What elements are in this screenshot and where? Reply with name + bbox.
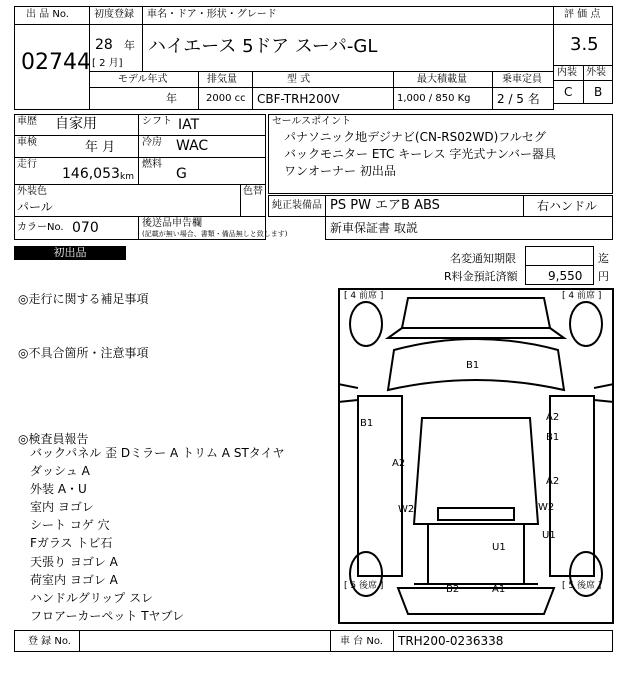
reg-label: 初度登録 [94, 9, 134, 20]
capacity: 2 / 5 名 [497, 92, 540, 106]
front-left-wheel [350, 302, 382, 346]
inspector-heading: ◎検査員報告 [18, 432, 89, 446]
divider [138, 114, 139, 184]
front-outline [402, 298, 550, 328]
car-name: ハイエース 5ドア スーパ-GL [148, 36, 378, 57]
model-code: CBF-TRH200V [257, 92, 340, 106]
divider [138, 216, 139, 240]
reg-year-unit: 年 [124, 39, 135, 52]
score-value: 3.5 [570, 34, 599, 55]
interior-grade: C [564, 85, 573, 99]
color-no-value: 070 [72, 220, 99, 236]
damage-mark: W2 [398, 504, 415, 515]
history-value: 自家用 [55, 116, 97, 132]
reg-no-cell [79, 630, 331, 652]
model-header: 車名・ドア・形状・グレード [147, 9, 277, 20]
damage-mark: U1 [542, 530, 556, 541]
side-mirror-left [338, 384, 358, 402]
damage-mark: U1 [492, 542, 506, 553]
sales-point-line: ワンオーナー 初出品 [284, 164, 396, 178]
equipment-value: PS PW エアB ABS [330, 198, 440, 213]
report-line: 天張り ヨゴレ A [30, 555, 118, 569]
corner-label-bl: [ 5 後席 ] [344, 581, 384, 591]
recycle-label: R料金預託済額 [444, 270, 518, 283]
handle-value: 右ハンドル [537, 199, 598, 213]
first-listing-badge: 初出品 [14, 246, 126, 260]
report-line: Fガラス トビ石 [30, 536, 113, 550]
damage-mark: B1 [360, 418, 374, 429]
model-year-unit: 年 [166, 92, 177, 105]
docs-label: 後送品申告欄 [142, 218, 202, 229]
lot-label: 出 品 No. [26, 9, 69, 20]
deadline-field [525, 246, 594, 266]
type-label: 型 式 [287, 74, 311, 85]
exterior-color-label: 外装色 [17, 186, 47, 197]
color-change-label: 色替 [243, 186, 263, 197]
model-year-label: モデル年式 [118, 74, 168, 85]
seat-row [438, 508, 514, 520]
report-line: 室内 ヨゴレ [30, 500, 94, 514]
divider [240, 184, 241, 216]
reg-year: 28 [95, 37, 113, 53]
sales-point-line: パナソニック地デジナビ(CN-RS02WD)フルセグ [284, 130, 546, 144]
exterior-color-value: パール [17, 200, 53, 214]
damage-mark: B1 [466, 360, 480, 371]
deadline-unit: 迄 [598, 252, 609, 265]
reg-month: [ 2 月] [92, 58, 123, 69]
cargo-area [428, 524, 524, 584]
max-load-label: 最大積載量 [417, 74, 467, 85]
shift-label: シフト [142, 116, 172, 127]
shift-value: IAT [178, 117, 200, 133]
chassis-value: TRH200-0236338 [398, 634, 504, 648]
report-line: バックパネル 歪 Dミラー A トリム A STタイヤ [30, 446, 285, 460]
report-line: ハンドルグリップ スレ [30, 591, 154, 605]
mileage-label: 走行 [17, 159, 37, 170]
lot-number: 02744 [21, 50, 91, 75]
ac-value: WAC [176, 138, 209, 154]
damage-mark: A2 [392, 458, 406, 469]
score-label: 評 価 点 [564, 9, 601, 20]
equipment-label: 純正装備品 [272, 200, 322, 211]
capacity-label: 乗車定員 [502, 74, 542, 85]
docs-note: (記載が無い場合、書類・備品無しと致します) [142, 230, 288, 238]
ac-label: 冷房 [142, 137, 162, 148]
divider [14, 216, 266, 217]
damage-mark: A2 [546, 476, 560, 487]
deadline-label: 名変通知期限 [450, 252, 516, 265]
mileage-unit: km [120, 172, 134, 182]
defects-heading: ◎不具合箇所・注意事項 [18, 346, 149, 360]
type-label-cell [252, 71, 394, 88]
max-load: 1,000 / 850 Kg [397, 93, 471, 104]
interior-label: 内装 [557, 67, 577, 78]
recycle-value: 9,550 [548, 269, 583, 283]
inspection-label: 車検 [17, 137, 37, 148]
divider [14, 157, 266, 158]
corner-label-tl: [ 4 前席 ] [344, 291, 384, 301]
fuel-label: 燃料 [142, 159, 162, 170]
history-label: 車歴 [17, 116, 37, 127]
report-line: 外装 A・U [30, 482, 87, 496]
fuel-value: G [176, 166, 187, 182]
side-mirror-right [594, 384, 614, 402]
warranty-value: 新車保証書 取説 [330, 221, 418, 235]
corner-label-br: [ 5 後席 ] [562, 581, 602, 591]
report-line: フロアーカーペット Tヤブレ [30, 609, 185, 623]
mileage-value: 146,053 [62, 166, 120, 182]
damage-mark: W2 [538, 502, 555, 513]
front-lower [388, 328, 564, 338]
vehicle-condition-diagram [338, 288, 614, 624]
damage-mark: B2 [446, 584, 460, 595]
exterior-grade: B [594, 85, 603, 99]
divider [14, 135, 266, 136]
sales-point-line: バックモニター ETC キーレス 字光式ナンバー器具 [284, 147, 556, 161]
front-right-wheel [570, 302, 602, 346]
damage-mark: B1 [546, 432, 560, 443]
chassis-label: 車 台 No. [340, 636, 383, 647]
rear-outline [398, 588, 554, 614]
recycle-unit: 円 [598, 270, 609, 283]
color-no-label: カラーNo. [17, 222, 64, 233]
displacement: 2000 cc [206, 93, 246, 104]
damage-mark: A1 [492, 584, 506, 595]
driving-remarks-heading: ◎走行に関する補足事項 [18, 292, 149, 306]
model-year-cell [89, 87, 199, 110]
sales-points-label: セールスポイント [272, 116, 352, 127]
reg-no-label: 登 録 No. [28, 636, 71, 647]
exterior-label: 外装 [586, 67, 606, 78]
corner-label-tr: [ 4 前席 ] [562, 291, 602, 301]
report-line: ダッシュ A [30, 464, 90, 478]
displacement-label: 排気量 [207, 74, 237, 85]
report-line: シート コゲ 穴 [30, 518, 110, 532]
report-line: 荷室内 ヨゴレ A [30, 573, 118, 587]
damage-mark: A2 [546, 412, 560, 423]
divider [14, 184, 266, 185]
inspection-value: 年 月 [85, 140, 116, 155]
